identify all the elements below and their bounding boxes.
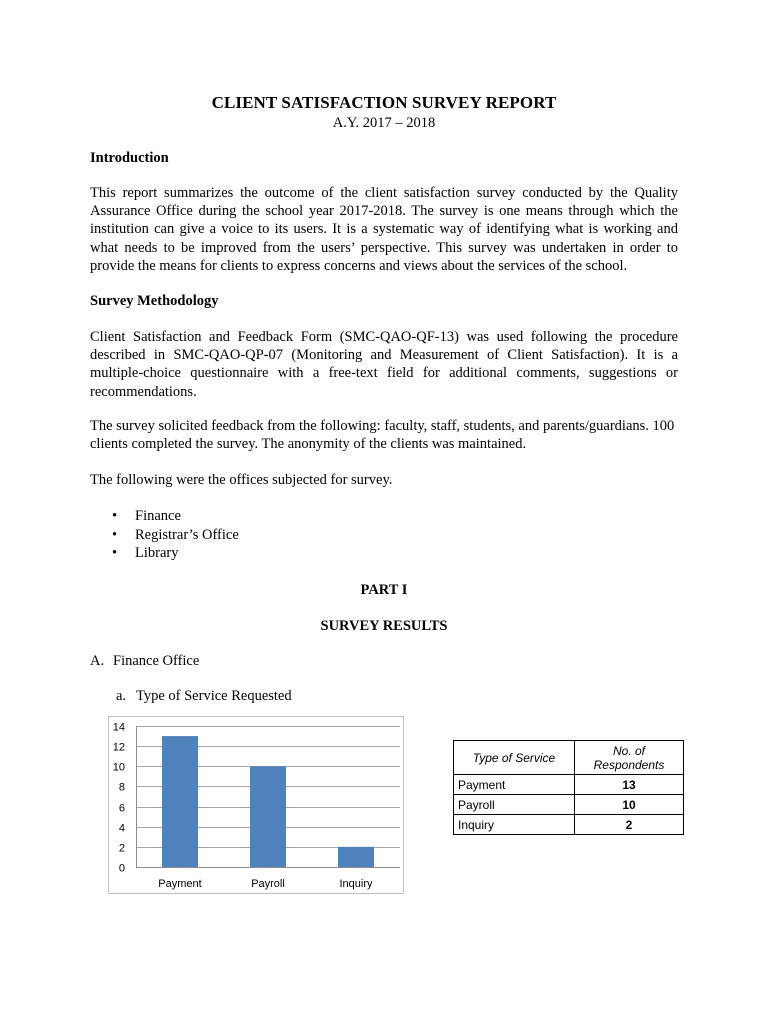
table-row [454,815,684,835]
introduction-paragraph: This report summarizes the outcome of the client satisfaction survey conducted by the Quality Assurance Office during the school year 2017-2018. The survey is one means through which the institution can give a voice to its users. It is a systematic way of identifying what is working and what needs to be improved from the users’ perspective. This survey was undertaken in order to provide the means for clients to express concerns and views about the services of the school. [90,185,678,274]
table-row [454,795,684,815]
subsection-a-title: Type of Service Requested [136,688,292,704]
office-list-item: • Registrar’s Office [90,526,239,545]
x-tick-label: Payroll [251,878,285,890]
service-type-bar-chart [108,716,404,894]
report-title: CLIENT SATISFACTION SURVEY REPORT [211,93,557,112]
bar [250,766,286,867]
methodology-paragraph-2: The survey solicited feedback from the following: faculty, staff, students, and parents/guardians. 100 clients completed the survey. The anonymity of the clients was maintained. [90,418,675,453]
table-cell-count: 10 [575,795,684,815]
academic-year: A.Y. 2017 – 2018 [332,115,436,131]
section-a-title: Finance Office [113,653,200,669]
introduction-heading: Introduction [90,150,169,166]
office-list-item: • Library [90,544,239,563]
office-list [90,507,239,563]
y-tick-label: 0 [118,862,125,875]
bar [162,736,198,867]
y-tick-label: 12 [112,741,125,754]
bar [338,847,374,867]
part-title: SURVEY RESULTS [320,618,448,634]
table-cell-count: 13 [575,775,684,795]
x-tick-label: Inquiry [339,878,373,890]
y-tick-label: 2 [118,842,125,855]
y-tick-label: 10 [112,761,125,774]
table-header-service: Type of Service [454,741,575,775]
table-row [454,775,684,795]
methodology-paragraph-1: Client Satisfaction and Feedback Form (SMC-QAO-QF-13) was used following the procedure described in SMC-QAO-QP-07 (Monitoring and Measurement of Client Satisfaction). It is a multiple-choice questionnaire with a free-text field for additional comments, suggestions or recommendations. [90,329,678,400]
table-cell-count: 2 [575,815,684,835]
y-tick-label: 6 [118,802,125,815]
table-header-respondents: No. of Respondents [575,741,684,775]
part-label: PART I [360,582,408,598]
office-list-item: • Finance [90,507,239,526]
table-cell-service: Payment [454,775,575,795]
table-cell-service: Inquiry [454,815,575,835]
table-header-row [454,741,684,775]
table-cell-service: Payroll [454,795,575,815]
methodology-heading: Survey Methodology [90,293,219,309]
y-tick-label: 8 [118,781,125,794]
y-tick-label: 4 [118,822,125,835]
y-tick-label: 14 [112,721,125,734]
subsection-a-label: a. [116,688,127,704]
methodology-paragraph-3: The following were the offices subjected for survey. [90,472,393,488]
x-tick-label: Payment [158,878,202,890]
section-a-label: A. [90,653,105,669]
service-type-table [453,740,684,835]
